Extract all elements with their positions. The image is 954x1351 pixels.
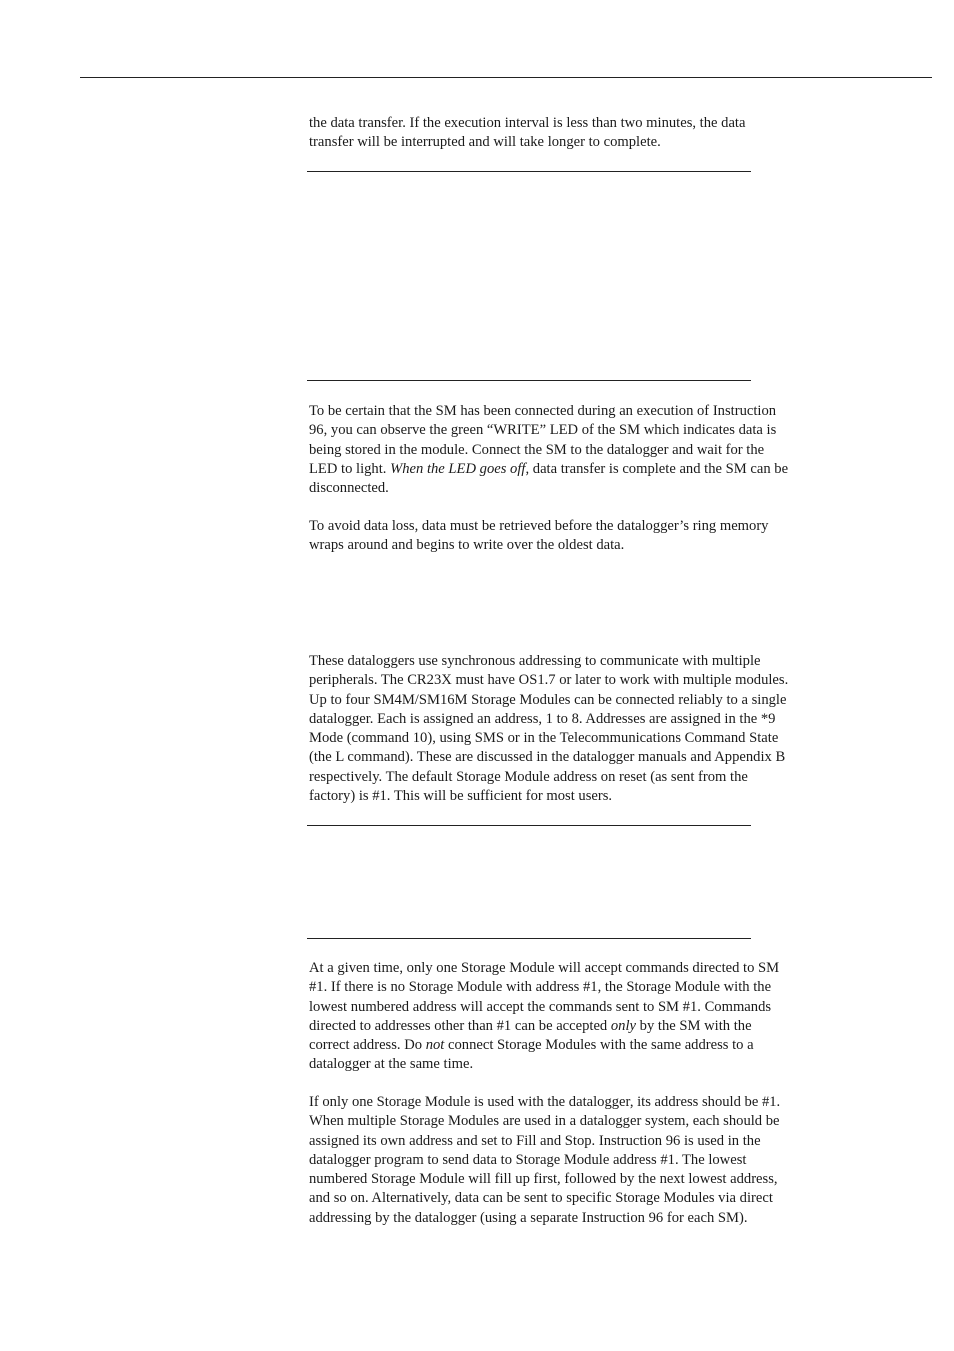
text-line: Mode (command 10), using SMS or in the Telecommunications Command State [309,730,779,747]
text-line: 96, you can observe the green “WRITE” LED of the SM which indicates data is [309,422,777,439]
text-line: #1. If there is no Storage Module with address #1, the Storage Module with the [309,979,772,996]
text-line: wraps around and begins to write over the oldest data. [309,537,625,554]
text-line: lowest numbered address will accept the commands sent to SM #1. Commands [309,998,772,1015]
text-line: peripherals. The CR23X must have OS1.7 or later to work with multiple modules. [309,672,789,689]
paragraph-addressing [309,652,849,806]
text-line: To avoid data loss, data must be retrieved before the datalogger’s ring memory [309,518,769,534]
emphasis-text: When the LED goes off [390,460,526,477]
text-run: connect Storage Modules with the same address to a [444,1037,754,1054]
note-box-bottom-rule [307,380,751,381]
text-line: the data transfer. If the execution interval is less than two minutes, the data [309,115,746,131]
text-line: To be certain that the SM has been connected during an execution of Instruction [309,403,777,419]
paragraph-data-loss [309,517,849,556]
paragraph-data-transfer [309,114,849,153]
text-line [309,460,849,479]
text-line: If only one Storage Module is used with the datalogger, its address should be #1. [309,1094,781,1110]
text-run: correct address. Do [309,1037,426,1054]
text-line: These dataloggers use synchronous addressing to communicate with multiple [309,653,761,669]
header-rule [80,77,932,78]
note-box-top-rule [307,171,751,172]
text-line: respectively. The default Storage Module address on reset (as sent from the [309,768,748,785]
emphasis-text: not [425,1037,445,1054]
text-line: At a given time, only one Storage Module will accept commands directed to SM [309,960,780,976]
text-line [309,1036,849,1055]
paragraph-one-module [309,959,849,1075]
text-run: , data transfer is complete and the SM can be [525,460,789,477]
text-line: being stored in the module. Connect the SM to the datalogger and wait for the [309,441,765,458]
text-line: When multiple Storage Modules are used in a datalogger system, each should be [309,1113,780,1130]
text-line: Up to four SM4M/SM16M Storage Modules can be connected reliably to a single [309,691,787,708]
text-line: datalogger program to send data to Storage Module address #1. The lowest [309,1151,747,1168]
text-line [309,1017,849,1036]
text-line: numbered Storage Module will fill up first, followed by the next lowest address, [309,1171,778,1188]
text-line: addressing by the datalogger (using a separate Instruction 96 for each SM). [309,1209,748,1226]
paragraph-multiple-modules [309,1093,849,1228]
text-line: and so on. Alternatively, data can be sent to specific Storage Modules via direct [309,1190,773,1207]
text-line: assigned its own address and set to Fill and Stop. Instruction 96 is used in the [309,1132,761,1149]
text-run: by the SM with the [636,1017,752,1034]
note-box-bottom-rule [307,938,751,939]
emphasis-text: only [610,1017,637,1034]
paragraph-write-led [309,402,849,498]
text-line: datalogger. Each is assigned an address, 1 to 8. Addresses are assigned in the *9 [309,710,776,727]
text-line: disconnected. [309,480,389,497]
text-run: LED to light. [309,460,391,477]
text-line: factory) is #1. This will be sufficient for most users. [309,788,613,805]
text-line: (the L command). These are discussed in the datalogger manuals and Appendix B [309,749,786,766]
text-run: directed to addresses other than #1 can be accepted [309,1017,611,1034]
text-line: transfer will be interrupted and will take longer to complete. [309,134,661,151]
note-box-top-rule [307,825,751,826]
text-line: datalogger at the same time. [309,1056,474,1073]
